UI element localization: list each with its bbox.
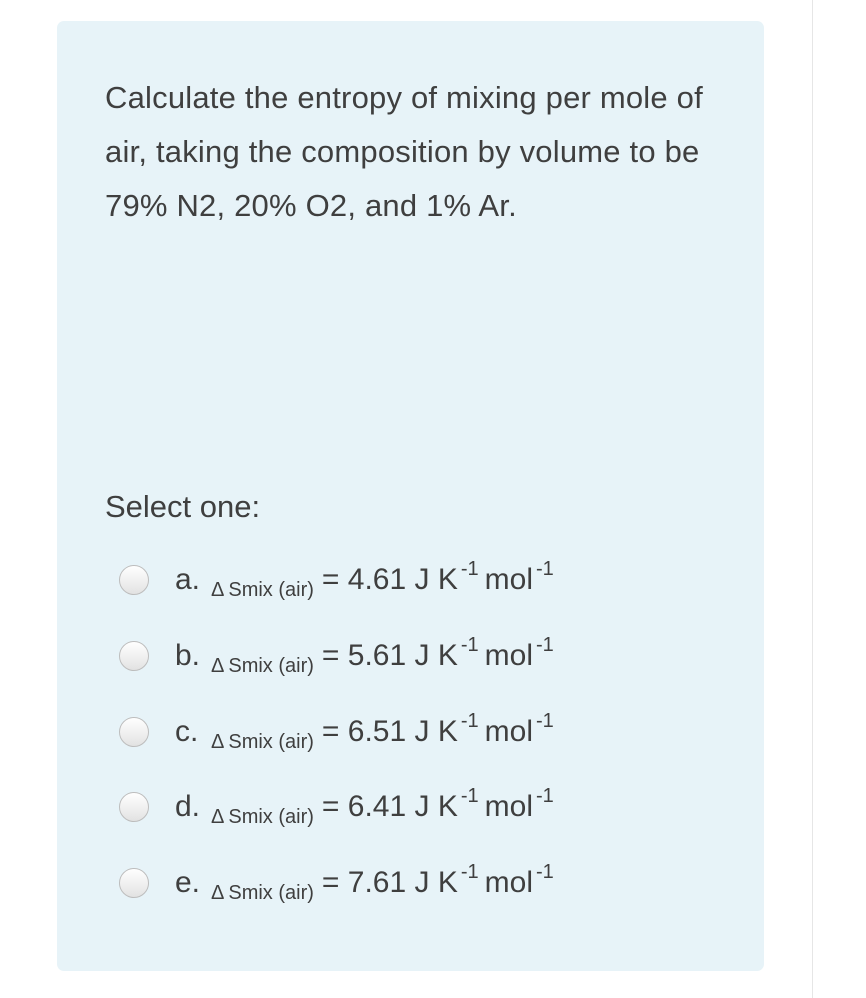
option-letter: c. [175,715,199,748]
answer-option-d[interactable] [119,787,560,827]
unit: mol [484,790,533,823]
delta-symbol: Δ [211,579,225,601]
unit: mol [484,715,533,748]
radio-button-c[interactable] [119,717,149,747]
exponent: -1 [535,634,554,656]
question-text: Calculate the entropy of mixing per mole of air, taking the composition by volume to be 79% N2, 20% O2, and 1% Ar. [105,80,703,223]
unit: mol [484,563,533,596]
select-one-label: Select one: [105,489,261,524]
exponent: -1 [535,861,554,883]
option-value: = 7.61 J K [321,866,458,899]
exponent: -1 [460,558,479,580]
delta-symbol: Δ [211,655,225,677]
option-formula [211,634,560,677]
entropy-symbol: Smix (air) [228,579,314,601]
radio-button-e[interactable] [119,868,149,898]
exponent: -1 [535,710,554,732]
option-value: = 5.61 J K [321,639,458,672]
answer-option-b[interactable] [119,636,560,676]
option-value: = 6.41 J K [321,790,458,823]
option-formula [211,785,560,828]
exponent: -1 [460,710,479,732]
option-letter: a. [175,563,201,596]
exponent: -1 [460,785,479,807]
page-divider [812,0,813,998]
exponent: -1 [460,861,479,883]
question-card [57,21,764,971]
option-value: = 4.61 J K [321,563,458,596]
entropy-symbol: Smix (air) [228,882,314,904]
delta-symbol: Δ [211,731,225,753]
option-letter: e. [175,866,201,899]
unit: mol [484,866,533,899]
option-letter: d. [175,790,201,823]
entropy-symbol: Smix (air) [228,655,314,677]
option-formula [211,710,560,753]
radio-button-b[interactable] [119,641,149,671]
entropy-symbol: Smix (air) [228,806,314,828]
answer-option-a[interactable] [119,560,560,600]
answer-option-e[interactable] [119,863,560,903]
radio-button-a[interactable] [119,565,149,595]
delta-symbol: Δ [211,806,225,828]
delta-symbol: Δ [211,882,225,904]
unit: mol [484,639,533,672]
option-value: = 6.51 J K [321,715,458,748]
exponent: -1 [460,634,479,656]
option-formula [211,861,560,904]
answer-option-c[interactable] [119,712,560,752]
exponent: -1 [535,785,554,807]
option-letter: b. [175,639,201,672]
entropy-symbol: Smix (air) [228,731,314,753]
radio-button-d[interactable] [119,792,149,822]
exponent: -1 [535,558,554,580]
option-formula [211,558,560,601]
